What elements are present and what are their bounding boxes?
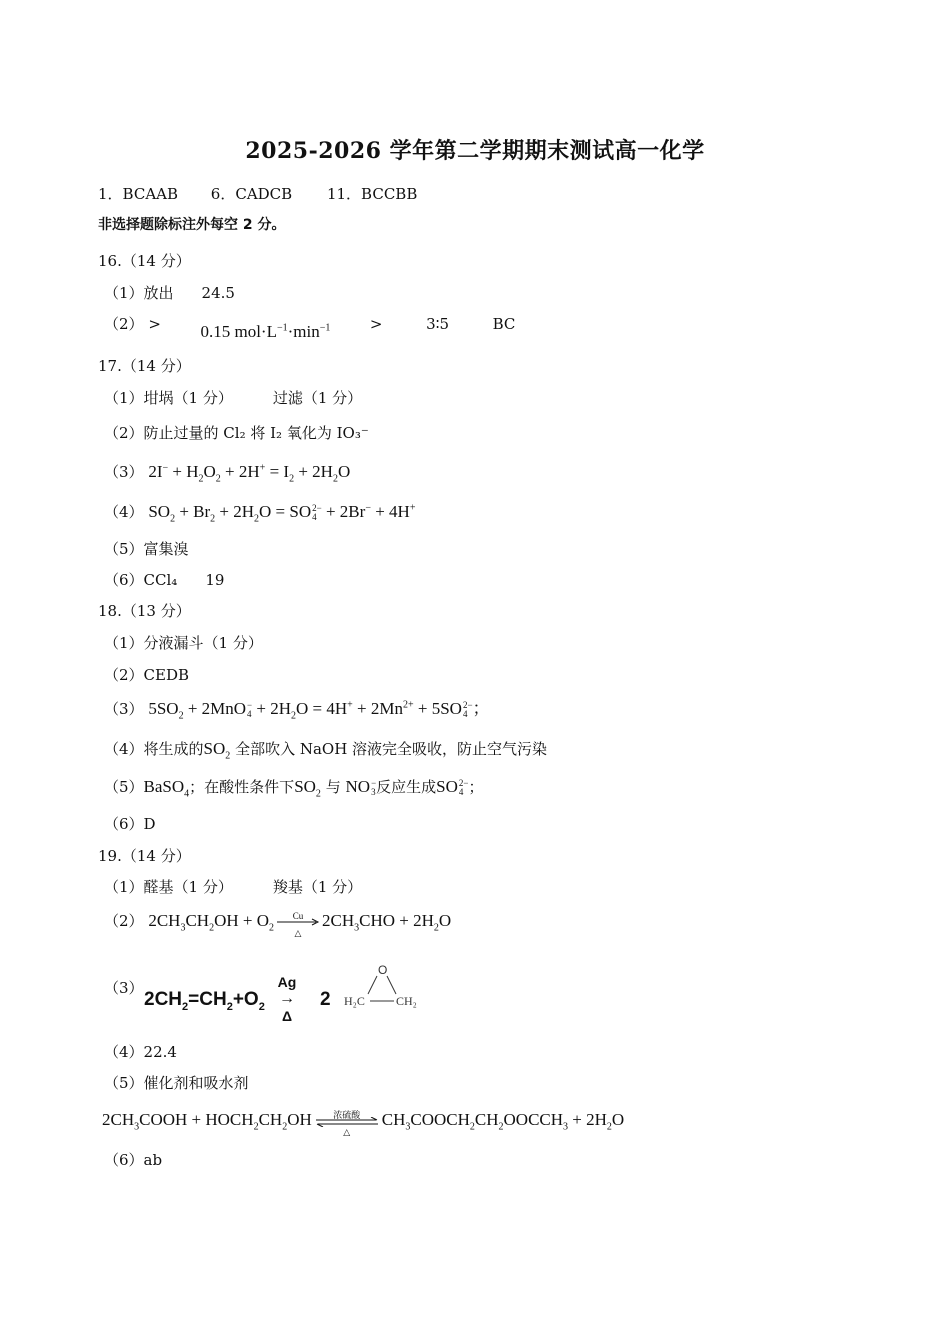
reaction-arrow <box>276 911 320 939</box>
q17-part6 <box>104 570 224 590</box>
q17-part3-label: （3） <box>104 463 144 481</box>
heat-symbol-2: △ <box>343 1127 351 1138</box>
q16-part2-ratio: 3∶5 <box>426 315 450 333</box>
q19-part1-b: 羧基（1 分） <box>272 878 363 896</box>
ag-arrow <box>272 970 302 1024</box>
q18-so2: $SO_2$ <box>203 739 231 762</box>
q18-part5-a: ；在酸性条件下 <box>189 778 295 796</box>
choice-group-6: 6．CADCB <box>210 185 293 203</box>
q19-equation-3-left: $2CH_2=CH_2+O_2$ <box>144 989 265 1013</box>
q18-part5-label: （5） <box>104 778 144 796</box>
q17-equation-4: $SO_2 + Br_2 + 2H_2O$ = SO 2− 4 + 2Br− + 4H+ <box>148 502 416 525</box>
q17-part6-value: 19 <box>205 571 225 589</box>
scoring-note: 非选择题除标注外每空 2 分。 <box>98 217 286 233</box>
q16-part1 <box>104 283 235 303</box>
right-arrow: → <box>279 990 295 1007</box>
esterification-text: $2CH_3COOH$ + $HOCH_2CH_2OH$ 浓硫酸 △ $CH_3COOCH_2CH_2OOCCH_3 + 2H_2O$ <box>102 1110 624 1129</box>
q17-part1 <box>104 388 362 408</box>
q18-part5-b: 与 <box>325 778 341 796</box>
catalyst-ag: Ag <box>277 974 297 990</box>
q18-so2-b: $SO_2$ <box>294 777 321 800</box>
q17-equation-3: $2I^- + H_2O_2 + 2H^+ = I_2 + 2H_2O$ <box>148 462 351 485</box>
q16-rate-unit: ·min <box>287 322 320 341</box>
q17-part3 <box>104 462 351 485</box>
heat-delta: Δ <box>281 1008 293 1024</box>
q19-coef: 2 <box>320 989 331 1010</box>
q16-rate-text: 0.15 mol·L <box>200 322 277 341</box>
q19-part1 <box>104 877 362 897</box>
q17-part4-label: （4） <box>104 503 144 521</box>
q16-rate: 0.15 $mol\cdot L^{-1}\cdot\min^{-1}$ <box>200 322 331 341</box>
q19-equation-2: $2CH_3CH_2OH + O_2$ Cu △ $2CH_3CHO + 2H_2O$ <box>148 911 451 930</box>
q18-part4 <box>104 739 548 762</box>
q16-part1-label: （1）放出 <box>104 284 174 302</box>
q16-part1-value: 24.5 <box>201 284 235 302</box>
ethylene-oxide-structure <box>342 962 424 1014</box>
q18-baso4: BaSO$_4$ <box>143 777 190 800</box>
svg-text:O: O <box>378 963 388 977</box>
q17-part6-label: （6）CCl₄ <box>104 571 178 589</box>
q17-part2: （2）防止过量的 Cl₂ 将 I₂ 氧化为 IO₃⁻ <box>104 424 369 442</box>
q18-part2: （2）CEDB <box>104 666 190 684</box>
reversible-arrow <box>314 1110 380 1138</box>
page-title: 2025-2026 学年第二学期期末测试高一化学 <box>245 138 705 164</box>
q18-equation-3: $5SO_2 + 2MnO$ − 4 + $2H_2O = 4H^+ + 2Mn^{2+} + 5SO$ 2− 4 ； <box>148 699 490 722</box>
q16-header: 16.（14 分） <box>98 252 191 270</box>
q17-part1-b: 过滤（1 分） <box>272 389 363 407</box>
q18-part3 <box>104 699 490 722</box>
q18-part6: （6）D <box>104 815 156 833</box>
q19-part5: （5）催化剂和吸水剂 <box>104 1074 249 1092</box>
q17-part4 <box>104 502 416 525</box>
catalyst-acid: 浓硫酸 <box>333 1110 361 1121</box>
q19-part3-label: （3） <box>104 979 144 997</box>
q19-part3 <box>104 963 417 1026</box>
q18-part1: （1）分液漏斗（1 分） <box>104 634 263 652</box>
q17-part1-a: （1）坩埚（1 分） <box>104 389 233 407</box>
q16-part2 <box>104 314 516 341</box>
q19-esterification-equation <box>102 1110 625 1138</box>
q18-part5 <box>104 777 484 800</box>
q18-part5-d: ； <box>468 778 484 796</box>
q18-so4: SO 2− 4 <box>436 777 469 798</box>
q16-part2-a: > <box>148 315 161 333</box>
catalyst-cu: Cu <box>292 911 304 922</box>
q18-part4-a: （4）将生成的 <box>104 740 204 758</box>
svg-text:CH₂: CH₂ <box>396 994 417 1008</box>
q18-header: 18.（13 分） <box>98 602 191 620</box>
q19-part6: （6）ab <box>104 1151 163 1169</box>
q19-part4: （4）22.4 <box>104 1043 177 1061</box>
q19-part1-a: （1）醛基（1 分） <box>104 878 233 896</box>
q19-part2 <box>104 911 452 939</box>
heat-symbol: △ <box>294 928 302 939</box>
choice-group-11: 11．BCCBB <box>326 185 418 203</box>
svg-text:H₂C: H₂C <box>344 994 365 1008</box>
q16-part2-d: BC <box>492 315 516 333</box>
q18-part3-label: （3） <box>104 700 144 718</box>
q17-part5: （5）富集溴 <box>104 540 189 558</box>
q16-part2-b: > <box>369 315 383 333</box>
q18-part4-b: 全部吹入 NaOH 溶液完全吸收，防止空气污染 <box>235 740 548 758</box>
q17-header: 17.（14 分） <box>98 357 191 375</box>
q19-part2-label: （2） <box>104 912 144 930</box>
choice-answers <box>98 184 417 204</box>
q19-header: 19.（14 分） <box>98 847 191 865</box>
choice-group-1: 1．BCAAB <box>98 185 179 203</box>
q16-part2-label: （2） <box>104 315 144 333</box>
q18-part5-c: 反应生成 <box>376 778 437 796</box>
q18-no3: NO − 3 <box>345 777 377 798</box>
